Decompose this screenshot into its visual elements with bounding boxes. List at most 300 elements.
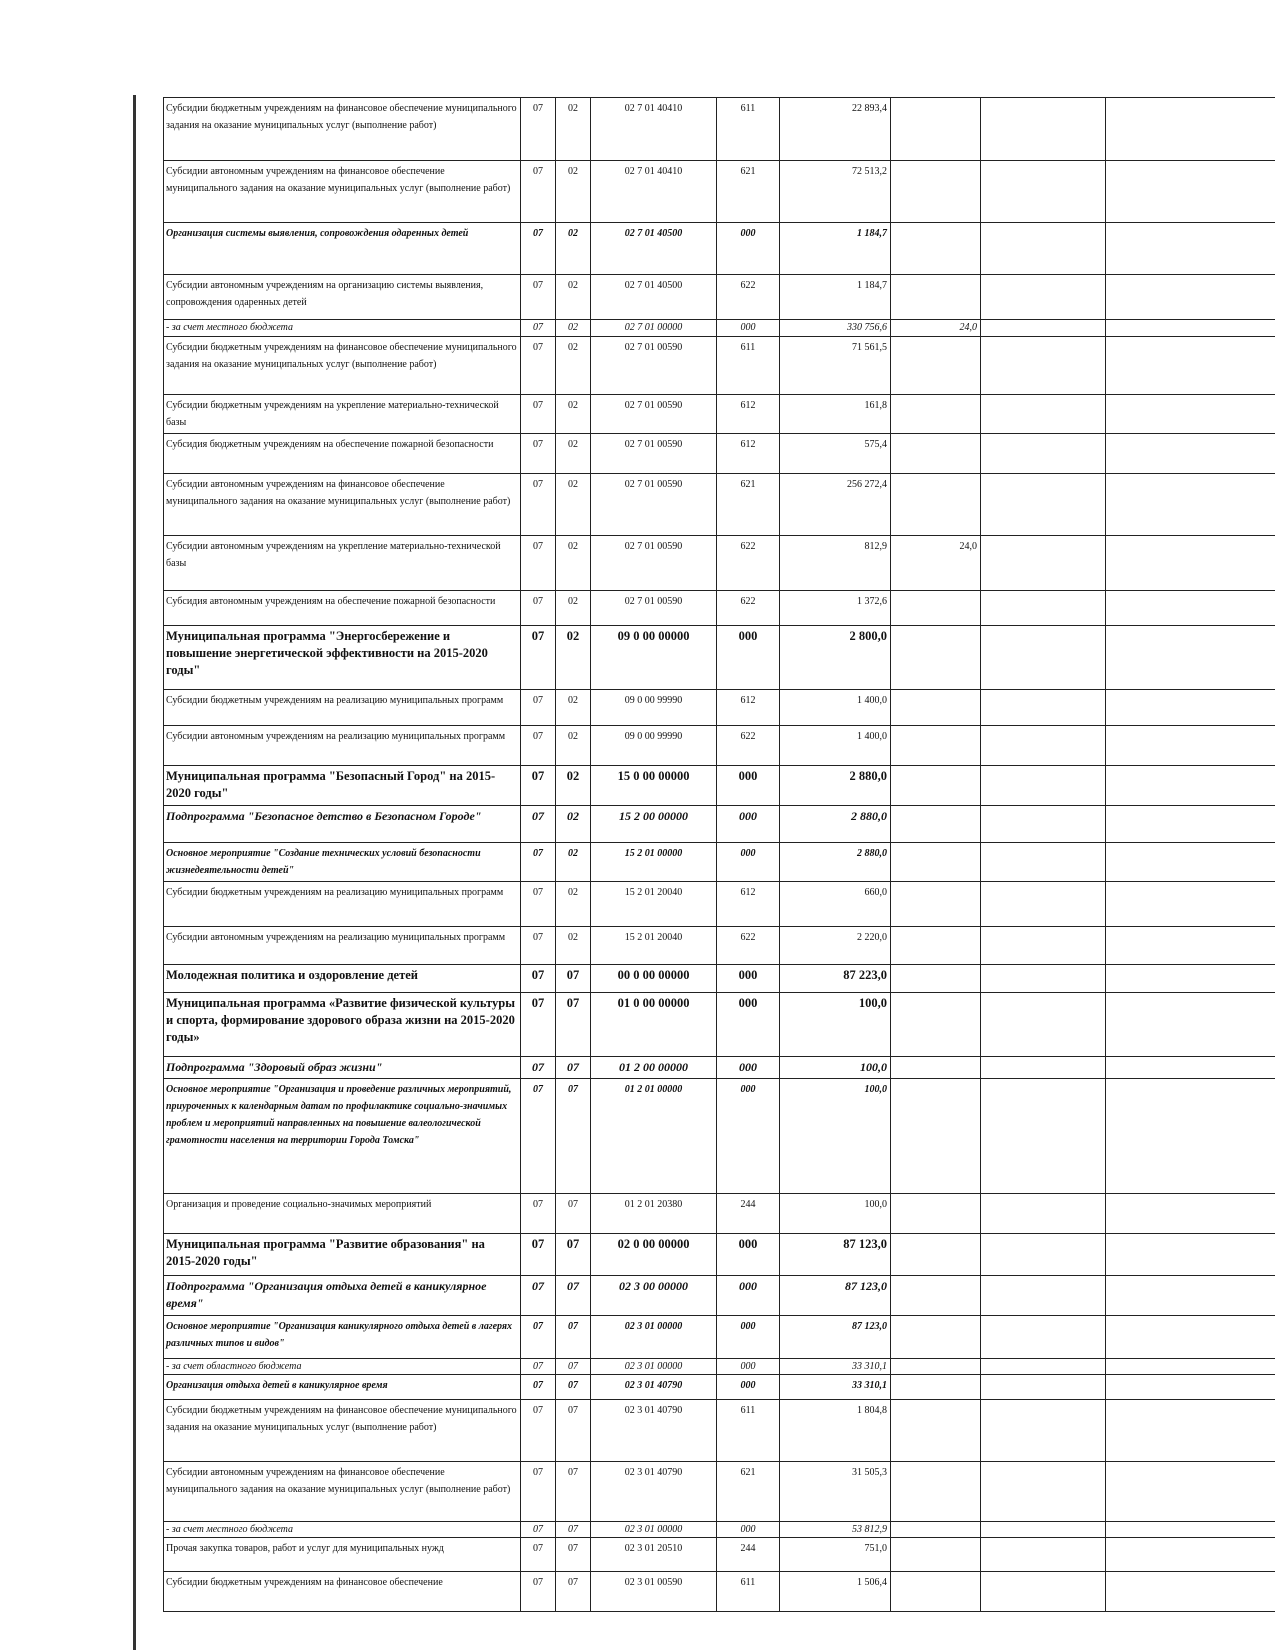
target-article-code: 15 2 01 20040	[591, 882, 717, 927]
subsection-code: 07	[556, 1194, 591, 1234]
table-row	[164, 993, 1275, 1057]
amount: 660,0	[780, 882, 891, 927]
target-article-code: 02 3 01 40790	[591, 1462, 717, 1522]
amount-extra	[981, 161, 1106, 223]
row-name: Субсидии бюджетным учреждениям на финансовое обеспечение муниципального задания на оказание муниципальных услуг (выполнение работ)	[164, 337, 521, 395]
amount-extra	[981, 320, 1106, 337]
empty-cell	[1106, 993, 1275, 1057]
target-article-code: 02 7 01 40410	[591, 98, 717, 161]
expense-type-code: 000	[717, 1079, 780, 1194]
amount-extra	[981, 882, 1106, 927]
row-name: Муниципальная программа "Энергосбережение и повышение энергетической эффективности на 2015-2020 годы"	[164, 626, 521, 690]
table-row	[164, 337, 1275, 395]
row-name: Субсидии автономным учреждениям на финансовое обеспечение муниципального задания на оказание муниципальных услуг (выполнение работ)	[164, 1462, 521, 1522]
amount: 100,0	[780, 1194, 891, 1234]
amount-change	[891, 965, 981, 993]
section-code: 07	[521, 536, 556, 591]
target-article-code: 02 7 01 00000	[591, 320, 717, 337]
amount-change	[891, 1276, 981, 1316]
empty-cell	[1106, 1359, 1275, 1375]
amount-change	[891, 474, 981, 536]
section-code: 07	[521, 1316, 556, 1359]
expense-type-code: 000	[717, 1375, 780, 1400]
amount-change	[891, 1462, 981, 1522]
subsection-code: 02	[556, 223, 591, 275]
amount-extra	[981, 1276, 1106, 1316]
row-name: Субсидии бюджетным учреждениям на реализацию муниципальных программ	[164, 882, 521, 927]
amount-change	[891, 1572, 981, 1612]
subsection-code: 07	[556, 1057, 591, 1079]
amount-change	[891, 806, 981, 843]
expense-type-code: 612	[717, 690, 780, 726]
amount-change	[891, 1194, 981, 1234]
expense-type-code: 612	[717, 395, 780, 434]
expense-type-code: 612	[717, 882, 780, 927]
amount-extra	[981, 98, 1106, 161]
empty-cell	[1106, 1522, 1275, 1538]
amount: 330 756,6	[780, 320, 891, 337]
table-row	[164, 320, 1275, 337]
target-article-code: 02 3 01 20510	[591, 1538, 717, 1572]
empty-cell	[1106, 1234, 1275, 1276]
table-row	[164, 395, 1275, 434]
table-row	[164, 1316, 1275, 1359]
target-article-code: 01 2 01 20380	[591, 1194, 717, 1234]
section-code: 07	[521, 98, 556, 161]
expense-type-code: 622	[717, 726, 780, 766]
amount-change	[891, 1057, 981, 1079]
expense-type-code: 000	[717, 320, 780, 337]
amount-extra	[981, 1538, 1106, 1572]
expense-type-code: 000	[717, 965, 780, 993]
amount-change	[891, 1079, 981, 1194]
section-code: 07	[521, 1572, 556, 1612]
subsection-code: 02	[556, 395, 591, 434]
expense-type-code: 244	[717, 1194, 780, 1234]
empty-cell	[1106, 726, 1275, 766]
row-name: Субсидии автономным учреждениям на реализацию муниципальных программ	[164, 927, 521, 965]
empty-cell	[1106, 320, 1275, 337]
empty-cell	[1106, 1079, 1275, 1194]
subsection-code: 07	[556, 1316, 591, 1359]
expense-type-code: 622	[717, 927, 780, 965]
section-code: 07	[521, 965, 556, 993]
table-row	[164, 1079, 1275, 1194]
amount-extra	[981, 806, 1106, 843]
subsection-code: 02	[556, 690, 591, 726]
expense-type-code: 621	[717, 161, 780, 223]
subsection-code: 07	[556, 1375, 591, 1400]
amount: 161,8	[780, 395, 891, 434]
empty-cell	[1106, 882, 1275, 927]
table-row	[164, 927, 1275, 965]
empty-cell	[1106, 161, 1275, 223]
subsection-code: 02	[556, 98, 591, 161]
amount-change	[891, 1400, 981, 1462]
amount: 72 513,2	[780, 161, 891, 223]
amount-change	[891, 591, 981, 626]
section-code: 07	[521, 434, 556, 474]
target-article-code: 02 7 01 00590	[591, 337, 717, 395]
amount: 2 880,0	[780, 806, 891, 843]
table-row	[164, 1057, 1275, 1079]
amount-extra	[981, 1194, 1106, 1234]
section-code: 07	[521, 690, 556, 726]
amount: 87 123,0	[780, 1234, 891, 1276]
amount-change	[891, 927, 981, 965]
row-name: Муниципальная программа «Развитие физической культуры и спорта, формирование здорового образа жизни на 2015-2020 годы»	[164, 993, 521, 1057]
amount-change	[891, 98, 981, 161]
amount: 33 310,1	[780, 1375, 891, 1400]
subsection-code: 07	[556, 1522, 591, 1538]
target-article-code: 02 7 01 00590	[591, 474, 717, 536]
expense-type-code: 000	[717, 806, 780, 843]
empty-cell	[1106, 337, 1275, 395]
table-row	[164, 1234, 1275, 1276]
row-name: Субсидии автономным учреждениям на организацию системы выявления, сопровождения одаренных детей	[164, 275, 521, 320]
section-code: 07	[521, 1462, 556, 1522]
row-name: Прочая закупка товаров, работ и услуг для муниципальных нужд	[164, 1538, 521, 1572]
subsection-code: 02	[556, 161, 591, 223]
section-code: 07	[521, 591, 556, 626]
amount-change	[891, 337, 981, 395]
amount-change	[891, 882, 981, 927]
section-code: 07	[521, 766, 556, 806]
amount-extra	[981, 1375, 1106, 1400]
table-row	[164, 1359, 1275, 1375]
amount-extra	[981, 1522, 1106, 1538]
empty-cell	[1106, 98, 1275, 161]
target-article-code: 02 7 01 00590	[591, 395, 717, 434]
amount-change	[891, 1234, 981, 1276]
section-code: 07	[521, 1375, 556, 1400]
table-row	[164, 1375, 1275, 1400]
target-article-code: 09 0 00 99990	[591, 726, 717, 766]
amount-extra	[981, 690, 1106, 726]
expense-type-code: 611	[717, 1400, 780, 1462]
target-article-code: 00 0 00 00000	[591, 965, 717, 993]
empty-cell	[1106, 1276, 1275, 1316]
table-row	[164, 626, 1275, 690]
row-name: Субсидия бюджетным учреждениям на обеспечение пожарной безопасности	[164, 434, 521, 474]
target-article-code: 02 7 01 00590	[591, 434, 717, 474]
amount: 2 880,0	[780, 843, 891, 882]
target-article-code: 02 7 01 40500	[591, 223, 717, 275]
amount: 1 184,7	[780, 275, 891, 320]
amount-extra	[981, 275, 1106, 320]
table-row	[164, 1538, 1275, 1572]
target-article-code: 02 3 01 00000	[591, 1316, 717, 1359]
amount-change: 24,0	[891, 536, 981, 591]
expense-type-code: 000	[717, 223, 780, 275]
amount-change	[891, 161, 981, 223]
table-row	[164, 1462, 1275, 1522]
row-name: Субсидии бюджетным учреждениям на реализацию муниципальных программ	[164, 690, 521, 726]
subsection-code: 02	[556, 806, 591, 843]
row-name: Субсидии бюджетным учреждениям на финансовое обеспечение	[164, 1572, 521, 1612]
row-name: Субсидии автономным учреждениям на финансовое обеспечение муниципального задания на оказание муниципальных услуг (выполнение работ)	[164, 474, 521, 536]
amount-extra	[981, 993, 1106, 1057]
amount-extra	[981, 1359, 1106, 1375]
section-code: 07	[521, 474, 556, 536]
row-name: Организация системы выявления, сопровождения одаренных детей	[164, 223, 521, 275]
expense-type-code: 622	[717, 536, 780, 591]
expense-type-code: 000	[717, 843, 780, 882]
amount-extra	[981, 395, 1106, 434]
amount-change	[891, 626, 981, 690]
row-name: Субсидии автономным учреждениям на укрепление материально-технической базы	[164, 536, 521, 591]
row-name: Молодежная политика и оздоровление детей	[164, 965, 521, 993]
empty-cell	[1106, 766, 1275, 806]
empty-cell	[1106, 223, 1275, 275]
subsection-code: 02	[556, 843, 591, 882]
empty-cell	[1106, 1462, 1275, 1522]
row-name: Субсидии автономным учреждениям на реализацию муниципальных программ	[164, 726, 521, 766]
amount-extra	[981, 1462, 1106, 1522]
row-name: Субсидии бюджетным учреждениям на укрепление материально-технической базы	[164, 395, 521, 434]
budget-table-body	[164, 98, 1275, 1612]
section-code: 07	[521, 626, 556, 690]
amount-change	[891, 434, 981, 474]
amount: 22 893,4	[780, 98, 891, 161]
expense-type-code: 000	[717, 1316, 780, 1359]
budget-table	[163, 97, 1275, 1612]
target-article-code: 09 0 00 99990	[591, 690, 717, 726]
target-article-code: 01 0 00 00000	[591, 993, 717, 1057]
table-row	[164, 536, 1275, 591]
table-row	[164, 882, 1275, 927]
table-row	[164, 434, 1275, 474]
amount-change	[891, 1522, 981, 1538]
section-code: 07	[521, 395, 556, 434]
amount: 31 505,3	[780, 1462, 891, 1522]
row-name: Субсидии бюджетным учреждениям на финансовое обеспечение муниципального задания на оказание муниципальных услуг (выполнение работ)	[164, 1400, 521, 1462]
section-code: 07	[521, 1234, 556, 1276]
amount-change	[891, 690, 981, 726]
subsection-code: 07	[556, 1234, 591, 1276]
empty-cell	[1106, 591, 1275, 626]
amount: 1 400,0	[780, 690, 891, 726]
empty-cell	[1106, 806, 1275, 843]
row-name: - за счет местного бюджета	[164, 1522, 521, 1538]
subsection-code: 02	[556, 337, 591, 395]
amount: 87 123,0	[780, 1316, 891, 1359]
expense-type-code: 000	[717, 766, 780, 806]
subsection-code: 07	[556, 1276, 591, 1316]
empty-cell	[1106, 1375, 1275, 1400]
empty-cell	[1106, 395, 1275, 434]
empty-cell	[1106, 1572, 1275, 1612]
expense-type-code: 612	[717, 434, 780, 474]
expense-type-code: 611	[717, 337, 780, 395]
empty-cell	[1106, 275, 1275, 320]
subsection-code: 02	[556, 927, 591, 965]
empty-cell	[1106, 965, 1275, 993]
empty-cell	[1106, 434, 1275, 474]
table-row	[164, 690, 1275, 726]
target-article-code: 02 0 00 00000	[591, 1234, 717, 1276]
empty-cell	[1106, 474, 1275, 536]
row-name: Основное мероприятие "Создание технических условий безопасности жизнедеятельности детей"	[164, 843, 521, 882]
row-name: - за счет областного бюджета	[164, 1359, 521, 1375]
target-article-code: 02 7 01 40500	[591, 275, 717, 320]
amount-change	[891, 275, 981, 320]
amount-extra	[981, 1057, 1106, 1079]
empty-cell	[1106, 1057, 1275, 1079]
subsection-code: 07	[556, 1400, 591, 1462]
expense-type-code: 000	[717, 626, 780, 690]
expense-type-code: 000	[717, 993, 780, 1057]
amount: 71 561,5	[780, 337, 891, 395]
row-name: Подпрограмма "Безопасное детство в Безопасном Городе"	[164, 806, 521, 843]
amount-extra	[981, 726, 1106, 766]
subsection-code: 02	[556, 726, 591, 766]
subsection-code: 07	[556, 965, 591, 993]
amount-change: 24,0	[891, 320, 981, 337]
row-name: Подпрограмма "Организация отдыха детей в каникулярное время"	[164, 1276, 521, 1316]
amount: 100,0	[780, 1079, 891, 1194]
amount-change	[891, 843, 981, 882]
amount: 1 804,8	[780, 1400, 891, 1462]
target-article-code: 02 7 01 40410	[591, 161, 717, 223]
subsection-code: 02	[556, 320, 591, 337]
target-article-code: 01 2 00 00000	[591, 1057, 717, 1079]
section-code: 07	[521, 927, 556, 965]
target-article-code: 15 2 01 00000	[591, 843, 717, 882]
amount-extra	[981, 1572, 1106, 1612]
amount-change	[891, 223, 981, 275]
table-row	[164, 1572, 1275, 1612]
section-code: 07	[521, 1522, 556, 1538]
table-row	[164, 1194, 1275, 1234]
subsection-code: 07	[556, 1079, 591, 1194]
target-article-code: 02 3 01 00000	[591, 1359, 717, 1375]
amount-extra	[981, 434, 1106, 474]
section-code: 07	[521, 1194, 556, 1234]
amount-extra	[981, 591, 1106, 626]
target-article-code: 02 7 01 00590	[591, 536, 717, 591]
empty-cell	[1106, 690, 1275, 726]
table-row	[164, 1276, 1275, 1316]
amount: 1 372,6	[780, 591, 891, 626]
amount-extra	[981, 843, 1106, 882]
table-row	[164, 223, 1275, 275]
amount: 2 220,0	[780, 927, 891, 965]
amount-change	[891, 1316, 981, 1359]
left-margin-rule	[133, 95, 136, 1650]
section-code: 07	[521, 882, 556, 927]
subsection-code: 07	[556, 993, 591, 1057]
target-article-code: 15 2 01 20040	[591, 927, 717, 965]
target-article-code: 09 0 00 00000	[591, 626, 717, 690]
amount-extra	[981, 1316, 1106, 1359]
row-name: Основное мероприятие "Организация каникулярного отдыха детей в лагерях различных типов и видов"	[164, 1316, 521, 1359]
amount: 751,0	[780, 1538, 891, 1572]
row-name: Организация и проведение социально-значимых мероприятий	[164, 1194, 521, 1234]
target-article-code: 15 0 00 00000	[591, 766, 717, 806]
amount: 1 400,0	[780, 726, 891, 766]
amount: 87 123,0	[780, 1276, 891, 1316]
table-row	[164, 843, 1275, 882]
section-code: 07	[521, 1538, 556, 1572]
expense-type-code: 621	[717, 474, 780, 536]
expense-type-code: 000	[717, 1276, 780, 1316]
amount-extra	[981, 223, 1106, 275]
row-name: Субсидии автономным учреждениям на финансовое обеспечение муниципального задания на оказание муниципальных услуг (выполнение работ)	[164, 161, 521, 223]
expense-type-code: 000	[717, 1234, 780, 1276]
section-code: 07	[521, 320, 556, 337]
amount: 100,0	[780, 1057, 891, 1079]
amount: 575,4	[780, 434, 891, 474]
empty-cell	[1106, 1538, 1275, 1572]
target-article-code: 02 3 01 40790	[591, 1400, 717, 1462]
empty-cell	[1106, 843, 1275, 882]
row-name: Подпрограмма "Здоровый образ жизни"	[164, 1057, 521, 1079]
amount-extra	[981, 1079, 1106, 1194]
section-code: 07	[521, 1359, 556, 1375]
amount-change	[891, 726, 981, 766]
empty-cell	[1106, 626, 1275, 690]
expense-type-code: 621	[717, 1462, 780, 1522]
subsection-code: 02	[556, 766, 591, 806]
amount-change	[891, 766, 981, 806]
amount-extra	[981, 536, 1106, 591]
table-row	[164, 275, 1275, 320]
subsection-code: 02	[556, 474, 591, 536]
amount-change	[891, 1375, 981, 1400]
amount-change	[891, 395, 981, 434]
amount: 33 310,1	[780, 1359, 891, 1375]
amount-extra	[981, 965, 1106, 993]
section-code: 07	[521, 1079, 556, 1194]
amount-extra	[981, 626, 1106, 690]
target-article-code: 02 7 01 00590	[591, 591, 717, 626]
section-code: 07	[521, 1400, 556, 1462]
table-row	[164, 161, 1275, 223]
subsection-code: 07	[556, 1462, 591, 1522]
section-code: 07	[521, 993, 556, 1057]
section-code: 07	[521, 161, 556, 223]
section-code: 07	[521, 843, 556, 882]
subsection-code: 02	[556, 536, 591, 591]
subsection-code: 02	[556, 626, 591, 690]
amount: 87 223,0	[780, 965, 891, 993]
section-code: 07	[521, 337, 556, 395]
section-code: 07	[521, 275, 556, 320]
section-code: 07	[521, 1276, 556, 1316]
target-article-code: 02 3 01 40790	[591, 1375, 717, 1400]
amount-extra	[981, 474, 1106, 536]
subsection-code: 02	[556, 591, 591, 626]
target-article-code: 02 3 01 00000	[591, 1522, 717, 1538]
amount: 53 812,9	[780, 1522, 891, 1538]
empty-cell	[1106, 1194, 1275, 1234]
empty-cell	[1106, 1316, 1275, 1359]
section-code: 07	[521, 1057, 556, 1079]
table-row	[164, 726, 1275, 766]
amount: 812,9	[780, 536, 891, 591]
row-name: Организация отдыха детей в каникулярное время	[164, 1375, 521, 1400]
row-name: Муниципальная программа "Развитие образования" на 2015-2020 годы"	[164, 1234, 521, 1276]
amount: 2 800,0	[780, 626, 891, 690]
empty-cell	[1106, 536, 1275, 591]
table-row	[164, 591, 1275, 626]
target-article-code: 02 3 00 00000	[591, 1276, 717, 1316]
amount: 1 506,4	[780, 1572, 891, 1612]
amount-change	[891, 1359, 981, 1375]
amount: 2 880,0	[780, 766, 891, 806]
expense-type-code: 622	[717, 591, 780, 626]
